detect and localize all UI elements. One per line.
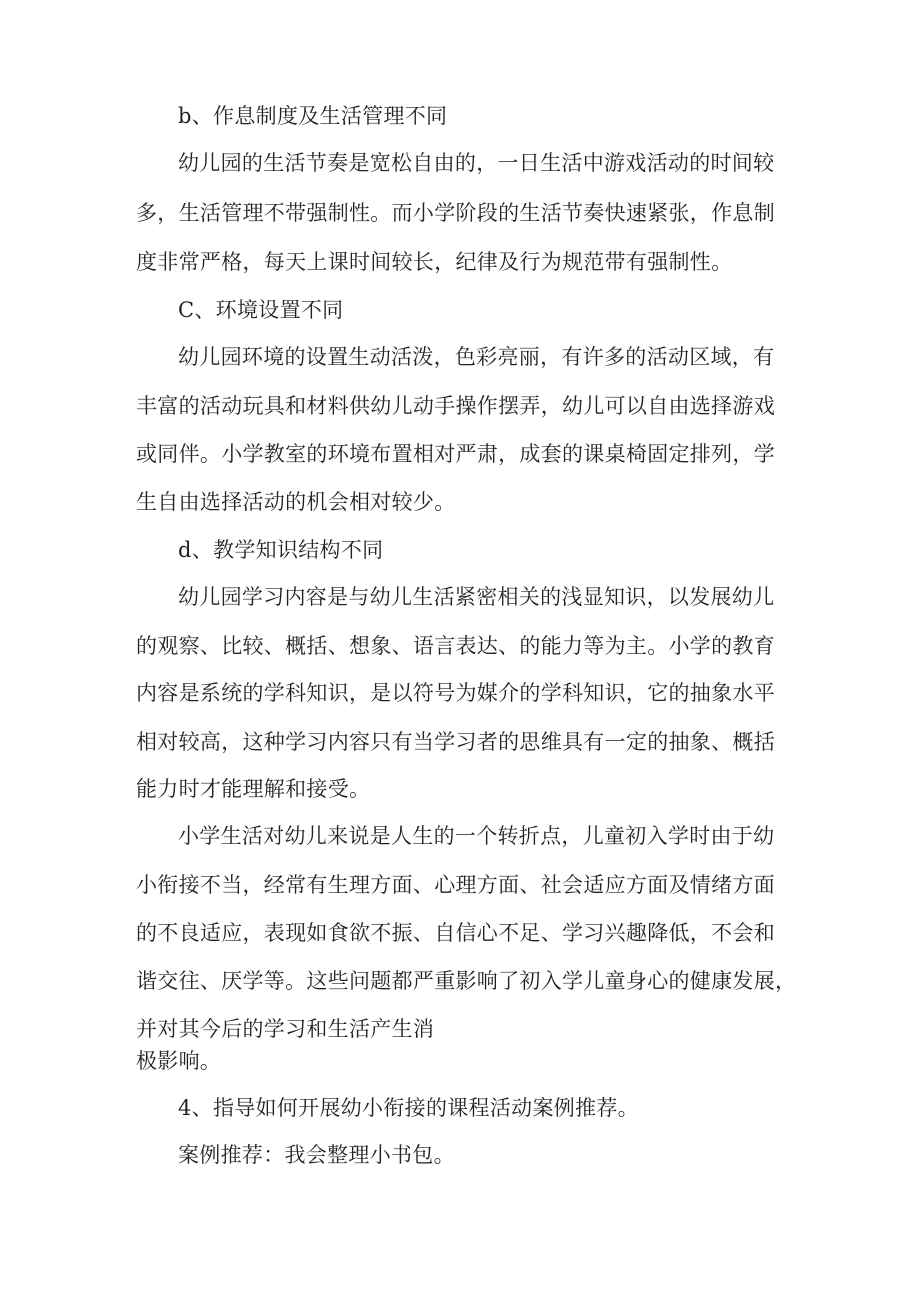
paragraph-line: 幼儿园的生活节奏是宽松自由的，一日生活中游戏活动的时间较 (178, 151, 775, 175)
paragraph-line: 的观察、比较、概括、想象、语言表达、的能力等为主。小学的教育 (136, 634, 775, 658)
heading-c-environment: C、环境设置不同 (178, 298, 344, 322)
paragraph-line: 或同伴。小学教室的环境布置相对严肃，成套的课桌椅固定排列，学 (136, 442, 775, 466)
paragraph-line: 能力时才能理解和接受。 (136, 777, 371, 801)
paragraph-line: 生自由选择活动的机会相对较少。 (136, 490, 456, 514)
paragraph-line: 度非常严格，每天上课时间较长，纪律及行为规范带有强制性。 (136, 250, 733, 274)
heading-b-schedule-management: b、作息制度及生活管理不同 (178, 104, 448, 128)
paragraph-line: 小学生活对幼儿来说是人生的一个转折点，儿童初入学时由于幼 (178, 824, 775, 848)
paragraph-line: 内容是系统的学科知识，是以符号为媒介的学科知识，它的抽象水平 (136, 681, 775, 705)
paragraph-line: 的不良适应，表现如食欲不振、自信心不足、学习兴趣降低，不会和 (136, 921, 775, 945)
heading-4-guidance: 4、指导如何开展幼小衔接的课程活动案例推荐。 (178, 1096, 639, 1120)
paragraph-line: 幼儿园学习内容是与幼儿生活紧密相关的浅显知识，以发展幼儿 (178, 585, 775, 609)
heading-d-knowledge-structure: d、教学知识结构不同 (178, 538, 384, 562)
paragraph-line: 小衔接不当，经常有生理方面、心理方面、社会适应方面及情绪方面 (136, 873, 775, 897)
paragraph-line: 谐交往、厌学等。这些问题都严重影响了初入学儿童身心的健康发展， (136, 969, 797, 993)
paragraph-line: 并对其今后的学习和生活产生消 (136, 1017, 435, 1041)
paragraph-line: 极影响。 (136, 1049, 222, 1073)
paragraph-line: 幼儿园环境的设置生动活泼，色彩亮丽，有许多的活动区域，有 (178, 345, 775, 369)
case-recommendation: 案例推荐：我会整理小书包。 (178, 1143, 455, 1167)
paragraph-line: 相对较高，这种学习内容只有当学习者的思维具有一定的抽象、概括 (136, 730, 775, 754)
paragraph-line: 多，生活管理不带强制性。而小学阶段的生活节奏快速紧张，作息制 (136, 201, 775, 225)
paragraph-line: 丰富的活动玩具和材料供幼儿动手操作摆弄，幼儿可以自由选择游戏 (136, 394, 775, 418)
